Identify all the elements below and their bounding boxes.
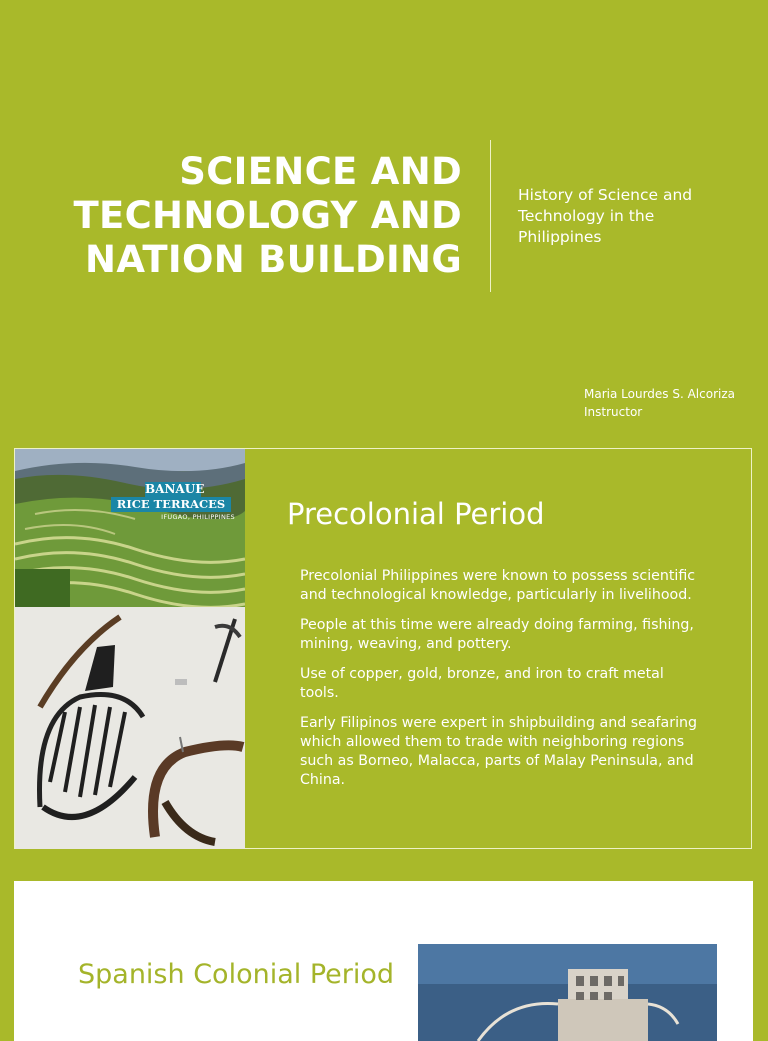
spanish-slide [14, 881, 753, 1041]
subtitle-line: Philippines [518, 228, 602, 246]
terraces-label-line2: RICE TERRACES [111, 497, 231, 512]
bullet-item: Precolonial Philippines were known to possess scientific and technological knowledge, particularly in livelihood. [300, 568, 696, 603]
author-name: Maria Lourdes S. Alcoriza [584, 387, 736, 401]
bullet-item: Use of copper, gold, bronze, and iron to craft metal tools. [300, 666, 664, 701]
title-line: NATION BUILDING [85, 238, 462, 281]
building-illustration [418, 944, 717, 1041]
presentation-subtitle [518, 185, 738, 248]
precolonial-slide [14, 448, 752, 849]
precolonial-bullet-list [300, 567, 705, 801]
title-line: TECHNOLOGY AND [73, 194, 462, 237]
precolonial-heading: Precolonial Period [287, 497, 545, 531]
metal-tools-image [15, 607, 245, 849]
title-line: SCIENCE AND [179, 150, 462, 193]
title-slide [0, 0, 768, 440]
terraces-label [111, 482, 235, 521]
subtitle-line: Technology in the [518, 207, 655, 225]
building-image [418, 944, 717, 1041]
spanish-heading: Spanish Colonial Period [78, 959, 395, 990]
author-role: Instructor [584, 405, 643, 419]
rice-terraces-illustration [15, 449, 245, 607]
terraces-label-line1: BANAUE [145, 482, 205, 496]
terraces-label-line3: IFUGAO, PHILIPPINES [161, 513, 235, 521]
bullet-item: Early Filipinos were expert in shipbuilding and seafaring which allowed them to trade with neighboring regions such as Borneo, Malacca, parts of Malay Peninsula, and China. [300, 715, 698, 788]
author-block [584, 385, 735, 421]
presentation-title [42, 150, 462, 282]
subtitle-line: History of Science and [518, 186, 693, 204]
metal-tools-illustration [15, 607, 245, 849]
bullet-item: People at this time were already doing farming, fishing, mining, weaving, and pottery. [300, 617, 694, 652]
rice-terraces-image [15, 449, 245, 607]
title-divider [490, 140, 491, 292]
